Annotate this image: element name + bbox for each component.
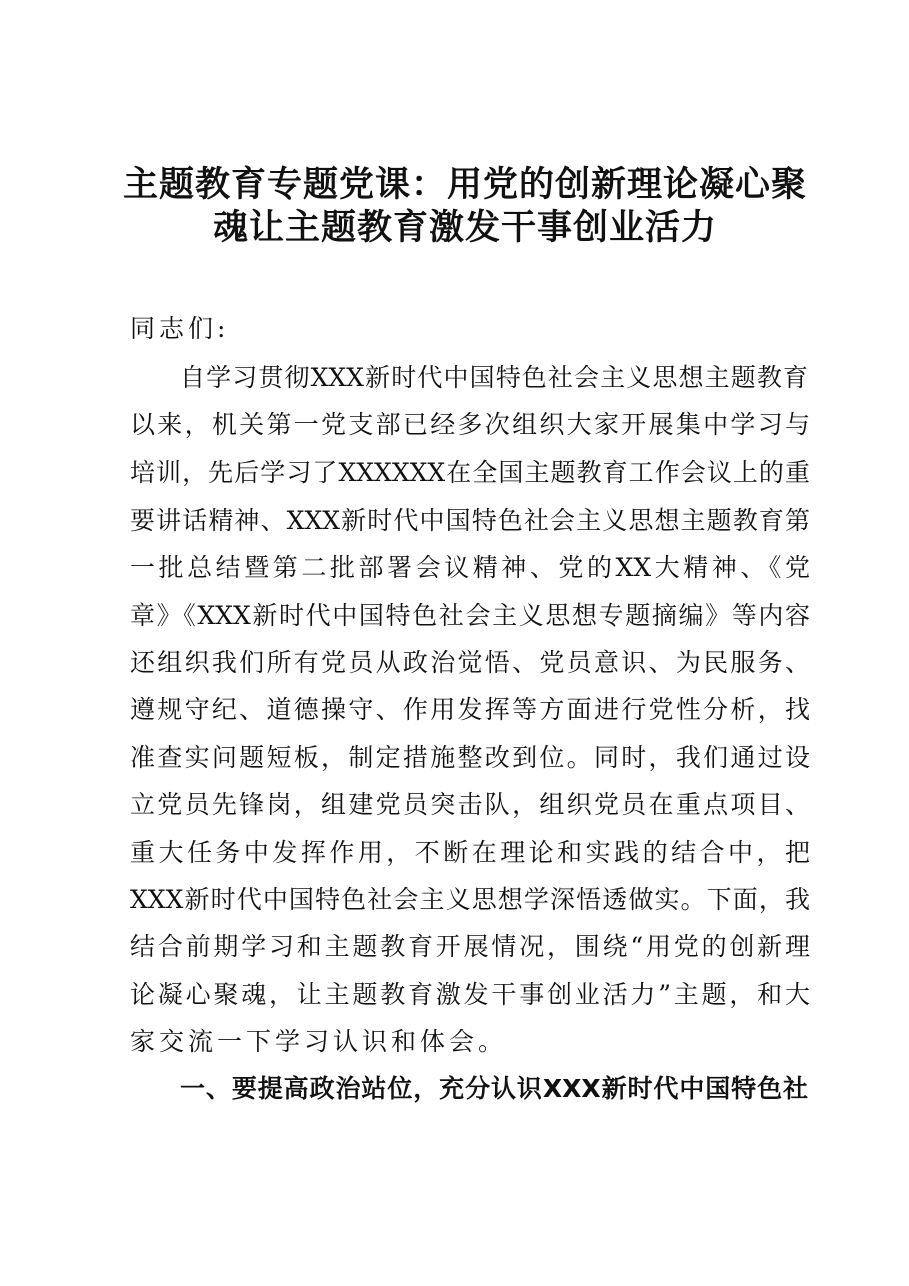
paragraph-line: XXX新时代中国特色社会主义思想学深悟透做实。下面，我	[130, 885, 810, 914]
paragraph-line: 论凝心聚魂，让主题教育激发干事创业活力”主题，和大	[130, 980, 810, 1009]
paragraph-line: 章》《XXX新时代中国特色社会主义思想专题摘编》等内容	[130, 601, 810, 630]
document-title-line-1: 主题教育专题党课：用党的创新理论凝心聚	[122, 165, 807, 205]
paragraph-line: 自学习贯彻XXX新时代中国特色社会主义思想主题教育	[180, 363, 808, 392]
paragraph-line: 以来，机关第一党支部已经多次组织大家开展集中学习与	[130, 410, 810, 439]
paragraph-line: 要讲话精神、XXX新时代中国特色社会主义思想主题教育第	[130, 506, 810, 535]
document-title-line-2: 魂让主题教育激发干事创业活力	[212, 208, 717, 248]
paragraph-line: 培训，先后学习了XXXXXX在全国主题教育工作会议上的重	[130, 458, 810, 487]
paragraph-line: 遵规守纪、道德操守、作用发挥等方面进行党性分析，找	[130, 695, 810, 724]
section-heading: 一、要提高政治站位，充分认识XXX新时代中国特色社	[180, 1074, 808, 1103]
paragraph-line: 还组织我们所有党员从政治觉悟、党员意识、为民服务、	[130, 648, 810, 677]
paragraph-line: 立党员先锋岗，组建党员突击队，组织党员在重点项目、	[130, 790, 810, 819]
paragraph-line: 家交流一下学习认识和体会。	[130, 1027, 508, 1056]
paragraph-line: 一批总结暨第二批部署会议精神、党的XX大精神、《党	[130, 553, 810, 582]
paragraph-line: 结合前期学习和主题教育开展情况，围绕“用党的创新理	[130, 932, 810, 961]
paragraph-line: 准查实问题短板，制定措施整改到位。同时，我们通过设	[130, 743, 810, 772]
salutation: 同志们:	[130, 314, 230, 343]
paragraph-line: 重大任务中发挥作用，不断在理论和实践的结合中，把	[130, 838, 810, 867]
